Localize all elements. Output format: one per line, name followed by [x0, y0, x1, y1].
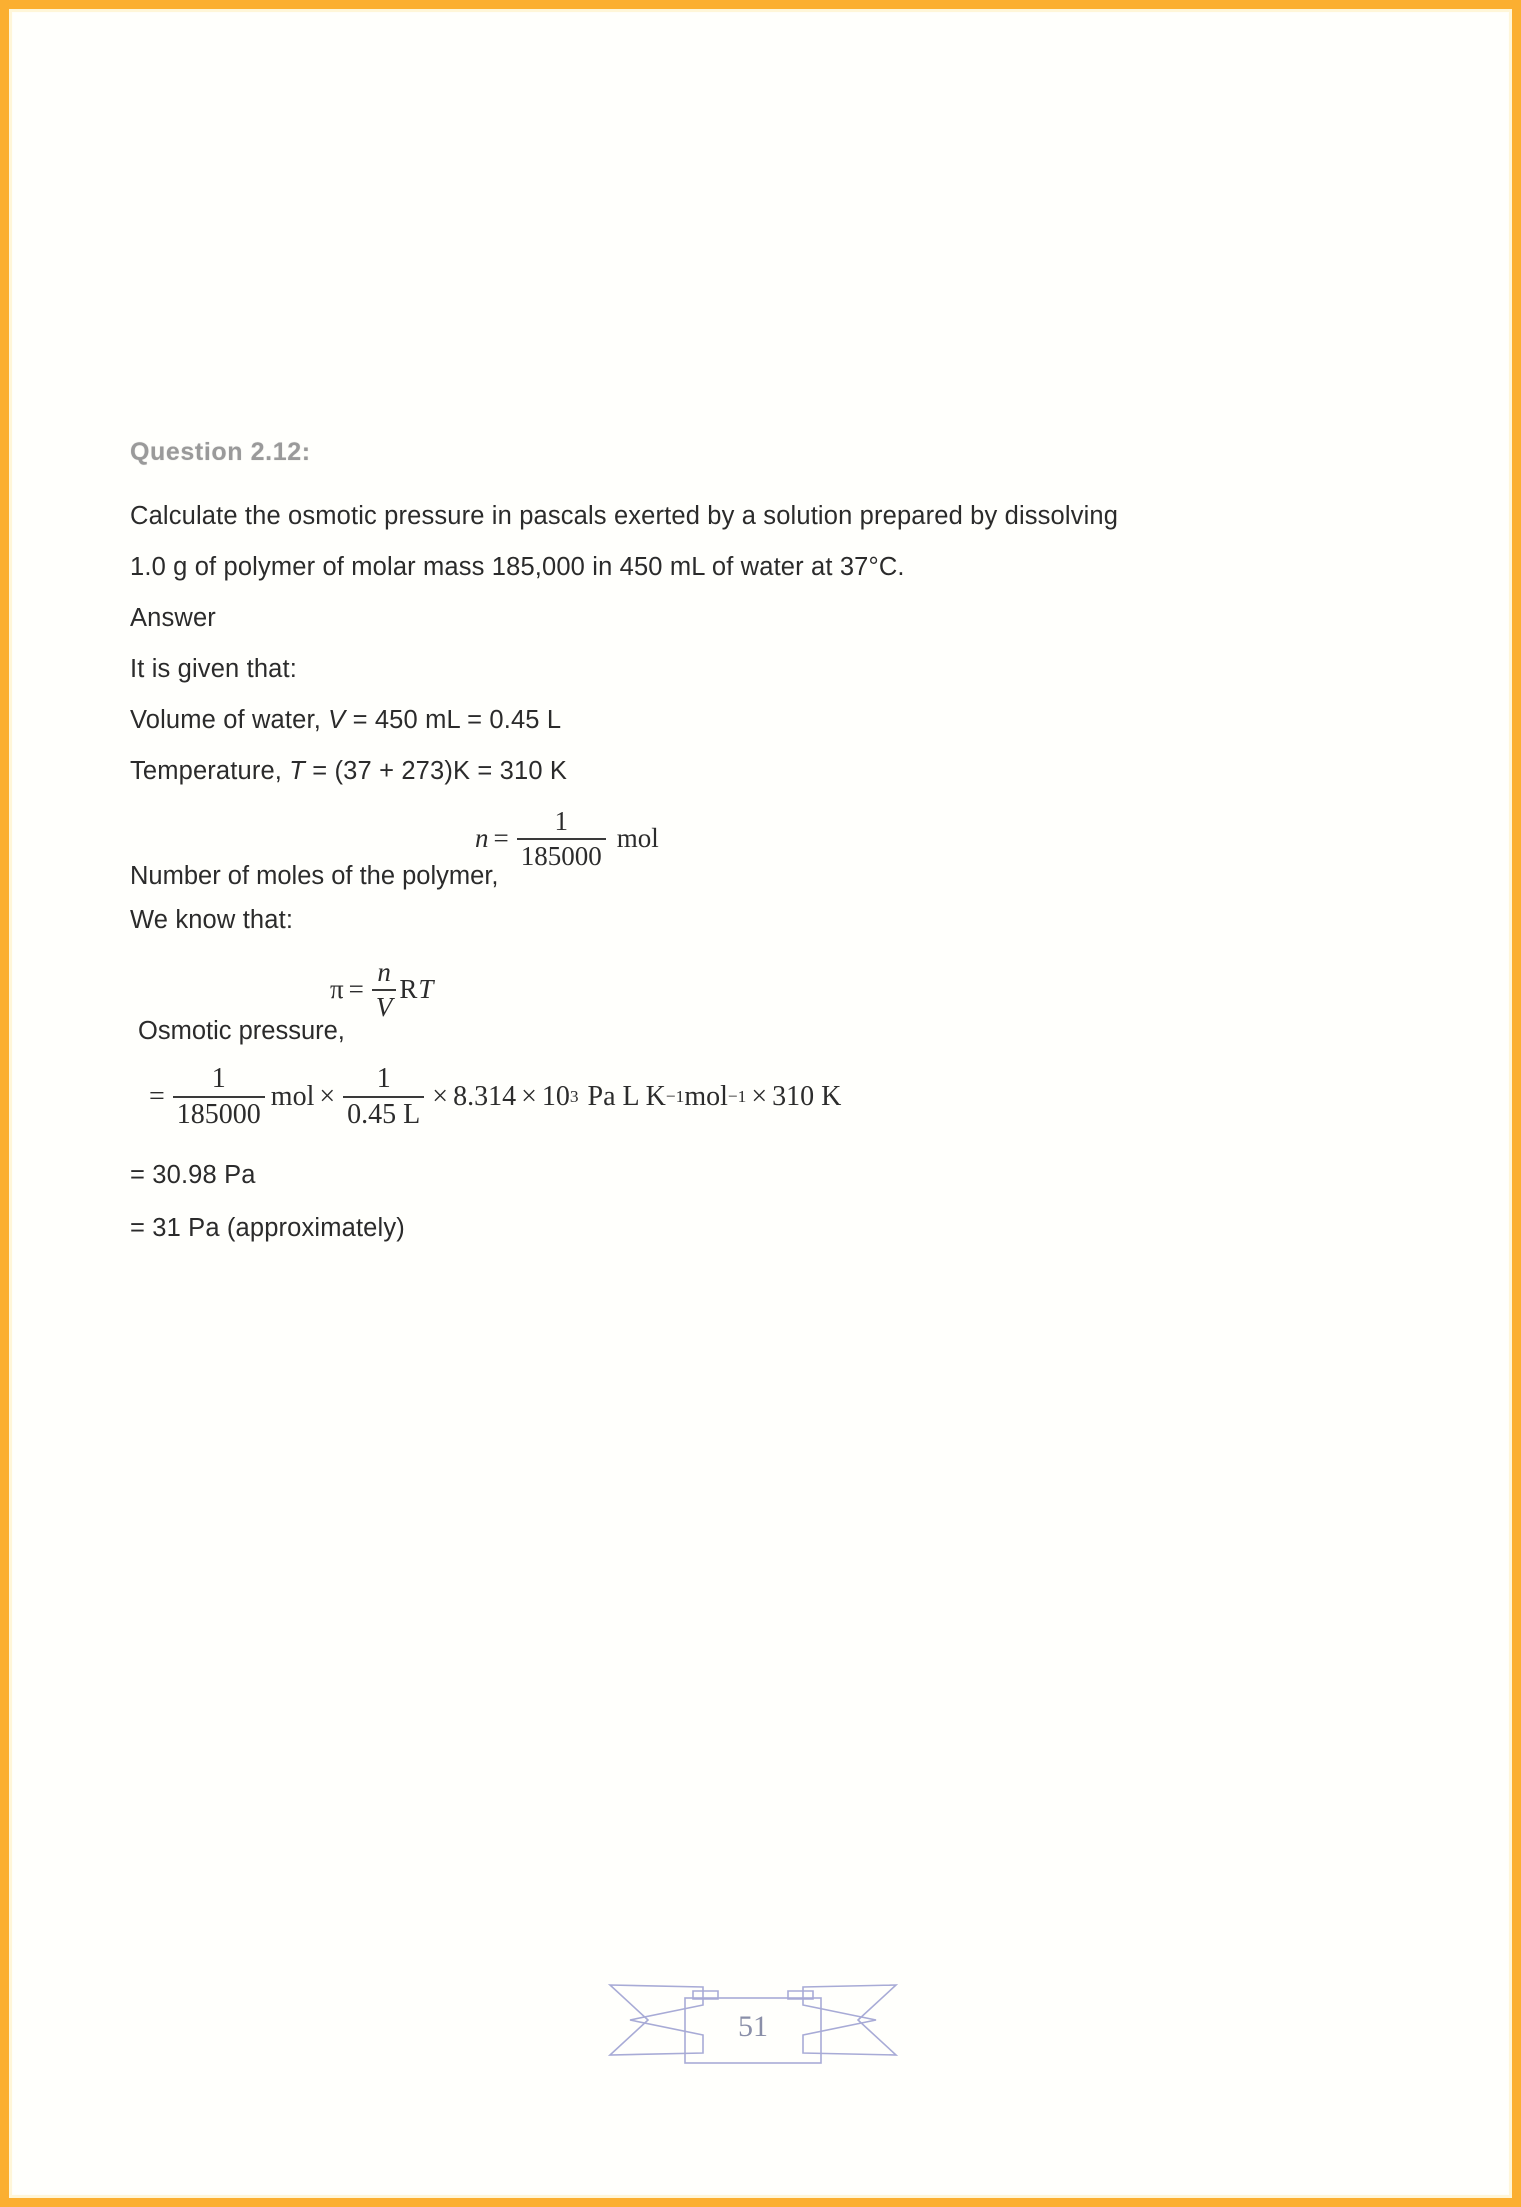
- calc-times-2: ×: [432, 1080, 449, 1112]
- moles-label: Number of moles of the polymer,: [130, 862, 499, 890]
- moles-fraction: [517, 807, 606, 871]
- fraction-bar: [517, 838, 606, 840]
- question-heading: Question 2.12:: [130, 438, 311, 466]
- moles-equals: =: [493, 823, 509, 854]
- volume-prefix: Volume of water,: [130, 706, 329, 734]
- calc-gas-units-a: Pa L K: [587, 1080, 666, 1112]
- calc-gas-constant: 8.314: [453, 1080, 517, 1112]
- answer-label: Answer: [130, 604, 216, 632]
- calc-fraction-volume: [343, 1064, 424, 1130]
- moles-formula: [475, 807, 659, 871]
- calc-power-base: 10: [541, 1080, 570, 1112]
- moles-numerator: 1: [554, 806, 568, 836]
- osmotic-denominator: V: [375, 991, 393, 1022]
- calc-fraction-moles: [173, 1064, 265, 1130]
- temperature-suffix: = (37 + 273)K = 310 K: [305, 757, 568, 785]
- result-exact: = 30.98 Pa: [130, 1161, 256, 1189]
- calc-frac1-numerator: 1: [211, 1063, 226, 1094]
- we-know-label: We know that:: [130, 906, 294, 934]
- volume-suffix: = 450 mL = 0.45 L: [345, 706, 562, 734]
- temperature-prefix: Temperature,: [130, 757, 290, 785]
- osmotic-label: Osmotic pressure,: [138, 1017, 345, 1045]
- osmotic-fraction: [372, 958, 397, 1022]
- given-label: It is given that:: [130, 655, 297, 683]
- calc-gas-units-b: mol: [684, 1080, 728, 1112]
- volume-symbol: V: [328, 706, 346, 734]
- page-number: 51: [738, 2010, 768, 2043]
- calc-unit-mol: mol: [270, 1080, 315, 1112]
- fraction-bar: [173, 1096, 265, 1098]
- document-content: [130, 440, 1390, 1254]
- calc-equals: =: [149, 1080, 165, 1112]
- moles-denominator: 185000: [520, 840, 602, 871]
- moles-row: [130, 807, 1390, 895]
- calc-frac1-denominator: 185000: [176, 1098, 261, 1130]
- osmotic-variable: π: [330, 974, 344, 1005]
- calculation-formula: = $\frac{1}{185000}$ mol × $\frac{1}{0.45 L}$ × 8.314 × 10 3 Pa L K −1 mol −1 × 310 K: [149, 1063, 842, 1130]
- osmotic-formula: [330, 958, 433, 1022]
- temperature-symbol: T: [289, 757, 306, 785]
- result-approximate: = 31 Pa (approximately): [130, 1214, 405, 1242]
- osmotic-equals: =: [348, 974, 364, 1005]
- calc-times-4: ×: [751, 1080, 768, 1112]
- fraction-bar: [343, 1096, 424, 1098]
- question-prompt-line-1: Calculate the osmotic pressure in pascals exerted by a solution prepared by dissolving: [130, 502, 1119, 530]
- fraction-bar: [372, 989, 397, 991]
- calc-times-3: ×: [521, 1080, 537, 1112]
- calc-frac2-numerator: 1: [376, 1063, 391, 1094]
- footer-ribbon-graphic: [608, 1965, 898, 2075]
- question-prompt-line-2: 1.0 g of polymer of molar mass 185,000 in 450 mL of water at 37°C.: [130, 553, 905, 581]
- moles-unit: mol: [616, 823, 659, 854]
- calc-temperature: 310 K: [772, 1080, 842, 1112]
- osmotic-trailing: RT: [399, 974, 434, 1005]
- moles-variable: n: [475, 823, 489, 854]
- calculation-row: [130, 1056, 1390, 1148]
- calc-frac2-denominator: 0.45 L: [347, 1098, 421, 1130]
- temperature-line: [130, 746, 1390, 797]
- osmotic-numerator: n: [377, 957, 391, 987]
- osmotic-pressure-row: [130, 958, 1390, 1050]
- calc-times-1: ×: [319, 1080, 336, 1112]
- volume-line: [130, 695, 1390, 746]
